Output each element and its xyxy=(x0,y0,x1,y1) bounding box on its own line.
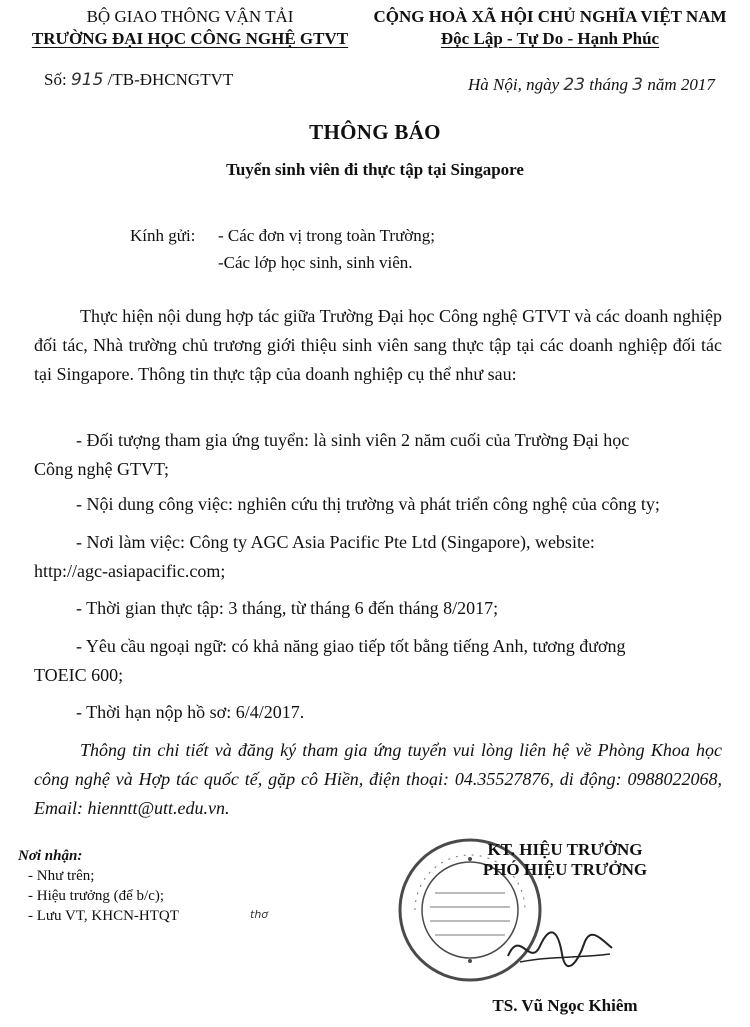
national-header xyxy=(350,6,750,50)
signer-name: TS. Vũ Ngọc Khiêm xyxy=(492,996,638,1015)
issuer-header xyxy=(0,6,380,50)
recipient-item: - Như trên; xyxy=(28,868,95,884)
recipient-item: - Lưu VT, KHCN-HTQT xyxy=(28,908,179,924)
date-month: 3 xyxy=(632,75,644,95)
ministry-name: BỘ GIAO THÔNG VẬN TẢI xyxy=(86,7,294,26)
bullet-eligibility: - Đối tượng tham gia ứng tuyển: là sinh viên 2 năm cuối của Trường Đại học Công nghệ GTVT; xyxy=(34,430,630,479)
document-subtitle: Tuyển sinh viên đi thực tập tại Singapore xyxy=(226,160,524,179)
date-line: Hà Nội, ngày 23 tháng 3 năm 2017 xyxy=(468,75,715,95)
signer-role-2: PHÓ HIỆU TRƯỞNG xyxy=(482,860,648,879)
handwritten-initials: thơ xyxy=(250,908,269,921)
greeting-label: Kính gửi: xyxy=(130,226,196,245)
recipient-item: - Hiệu trưởng (để b/c); xyxy=(28,888,165,904)
recipients-block xyxy=(18,846,179,926)
recipients-label: Nơi nhận: xyxy=(18,848,83,864)
bullet-duration: - Thời gian thực tập: 3 tháng, từ tháng 6 đến tháng 8/2017; xyxy=(76,598,499,618)
signature-block xyxy=(380,840,750,880)
greeting-recipient-1: - Các đơn vị trong toàn Trường; xyxy=(218,226,436,245)
bullet-workplace: - Nơi làm việc: Công ty AGC Asia Pacific Pte Ltd (Singapore), website: http://agc-asiapacific.com; xyxy=(34,528,722,586)
company-website[interactable]: http://agc-asiapacific.com; xyxy=(34,561,226,581)
signer-role-1: KT. HIỆU TRƯỞNG xyxy=(487,840,643,859)
document-title: THÔNG BÁO xyxy=(309,120,441,144)
greeting-recipient-2: -Các lớp học sinh, sinh viên. xyxy=(218,253,413,272)
intro-paragraph: Thực hiện nội dung hợp tác giữa Trường Đại học Công nghệ GTVT và các doanh nghiệp đối tác, Nhà trường chủ trương giới thiệu sinh viên sang thực tập tại các doanh nghiệp đối tác tại Singapore. Thông tin thực tập của doanh nghiệp cụ thể như sau: xyxy=(34,306,722,384)
ref-number: 915 xyxy=(70,70,104,90)
bullet-job-content: - Nội dung công việc: nghiên cứu thị trường và phát triển công nghệ của công ty; xyxy=(76,494,660,514)
contact-paragraph: Thông tin chi tiết và đăng ký tham gia ứng tuyển vui lòng liên hệ về Phòng Khoa học công nghệ và Hợp tác quốc tế, gặp cô Hiền, điện thoại: 04.35527876, di động: 0988022068, Email: hienntt@utt.edu.vn. xyxy=(34,740,722,818)
handwritten-signature xyxy=(500,918,620,978)
document-reference: Số: 915 /TB-ĐHCNGTVT xyxy=(44,70,234,90)
national-motto: Độc Lập - Tự Do - Hạnh Phúc xyxy=(440,29,660,48)
school-name: TRƯỜNG ĐẠI HỌC CÔNG NGHỆ GTVT xyxy=(31,29,349,48)
national-title: CỘNG HOÀ XÃ HỘI CHỦ NGHĨA VIỆT NAM xyxy=(373,7,727,26)
signature-icon xyxy=(500,918,620,978)
bullet-deadline: - Thời hạn nộp hồ sơ: 6/4/2017. xyxy=(76,702,305,722)
date-day: 23 xyxy=(563,75,586,95)
bullet-language: - Yêu cầu ngoại ngữ: có khả năng giao tiếp tốt bằng tiếng Anh, tương đương TOEIC 600; xyxy=(34,636,626,685)
